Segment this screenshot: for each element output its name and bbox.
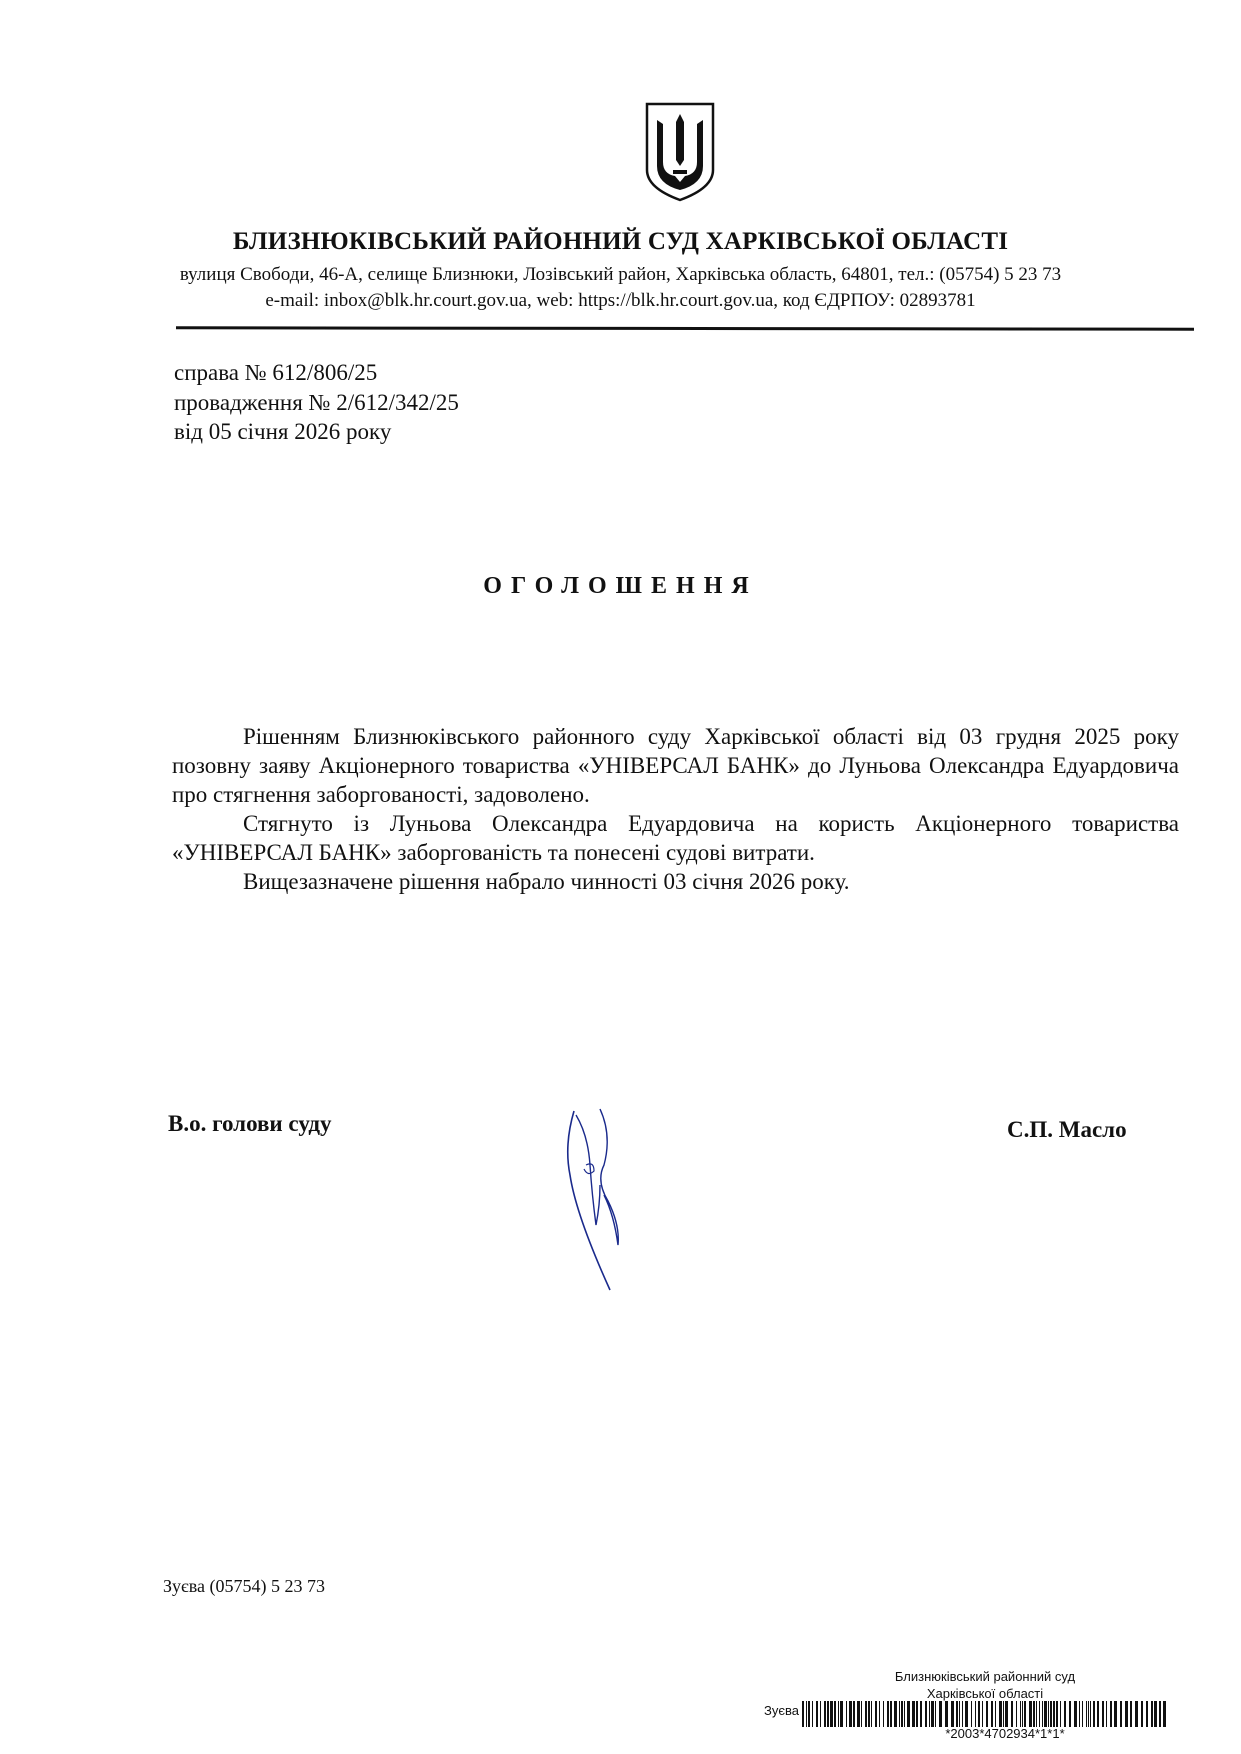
executor-contact: Зуєва (05754) 5 23 73 bbox=[163, 1576, 325, 1596]
coat-of-arms-icon bbox=[643, 100, 717, 204]
stamp-court-name: Близнюківський районний суд bbox=[894, 1669, 1076, 1684]
notice-title: ОГОЛОШЕННЯ bbox=[483, 573, 758, 599]
barcode-icon bbox=[802, 1701, 1170, 1727]
court-name: БЛИЗНЮКІВСЬКИЙ РАЙОННИЙ СУД ХАРКІВСЬКОЇ ОБЛАСТІ bbox=[232, 228, 1009, 255]
stamp-region: Харківської області bbox=[926, 1686, 1044, 1701]
notice-paragraph: Стягнуто із Луньова Олександра Едуардовича на користь Акціонерного товариства «УНІВЕРСАЛ БАНК» заборгованість та понесені судові витрати. bbox=[172, 811, 1179, 865]
proceeding-number: провадження № 2/612/342/25 bbox=[174, 390, 459, 415]
notice-paragraph: Рішенням Близнюківського районного суду Харківської області від 03 грудня 2025 року позовну заяву Акціонерного товариства «УНІВЕРСАЛ БАНК» до Луньова Олександра Едуардовича про стягнення заборгованості, задоволено. bbox=[172, 724, 1179, 807]
case-date: від 05 січня 2026 року bbox=[174, 419, 392, 444]
court-contacts: e-mail: inbox@blk.hr.court.gov.ua, web: https://blk.hr.court.gov.ua, код ЄДРПОУ: 02893781 bbox=[265, 290, 976, 311]
barcode-code: *2003*4702934*1*1* bbox=[945, 1726, 1065, 1741]
court-address: вулиця Свободи, 46-А, селище Близнюки, Лозівський район, Харківська область, 64801, тел.: (05754) 5 23 73 bbox=[179, 264, 1062, 285]
header-divider bbox=[176, 326, 1194, 330]
case-number: справа № 612/806/25 bbox=[174, 360, 378, 385]
signer-name: С.П. Масло bbox=[1007, 1117, 1127, 1142]
barcode-prefix: Зуєва bbox=[764, 1703, 799, 1718]
notice-body bbox=[172, 722, 1179, 896]
signer-role: В.о. голови суду bbox=[168, 1111, 332, 1136]
notice-paragraph: Вищезазначене рішення набрало чинності 03 січня 2026 року. bbox=[243, 869, 850, 894]
handwritten-signature bbox=[560, 1105, 630, 1295]
